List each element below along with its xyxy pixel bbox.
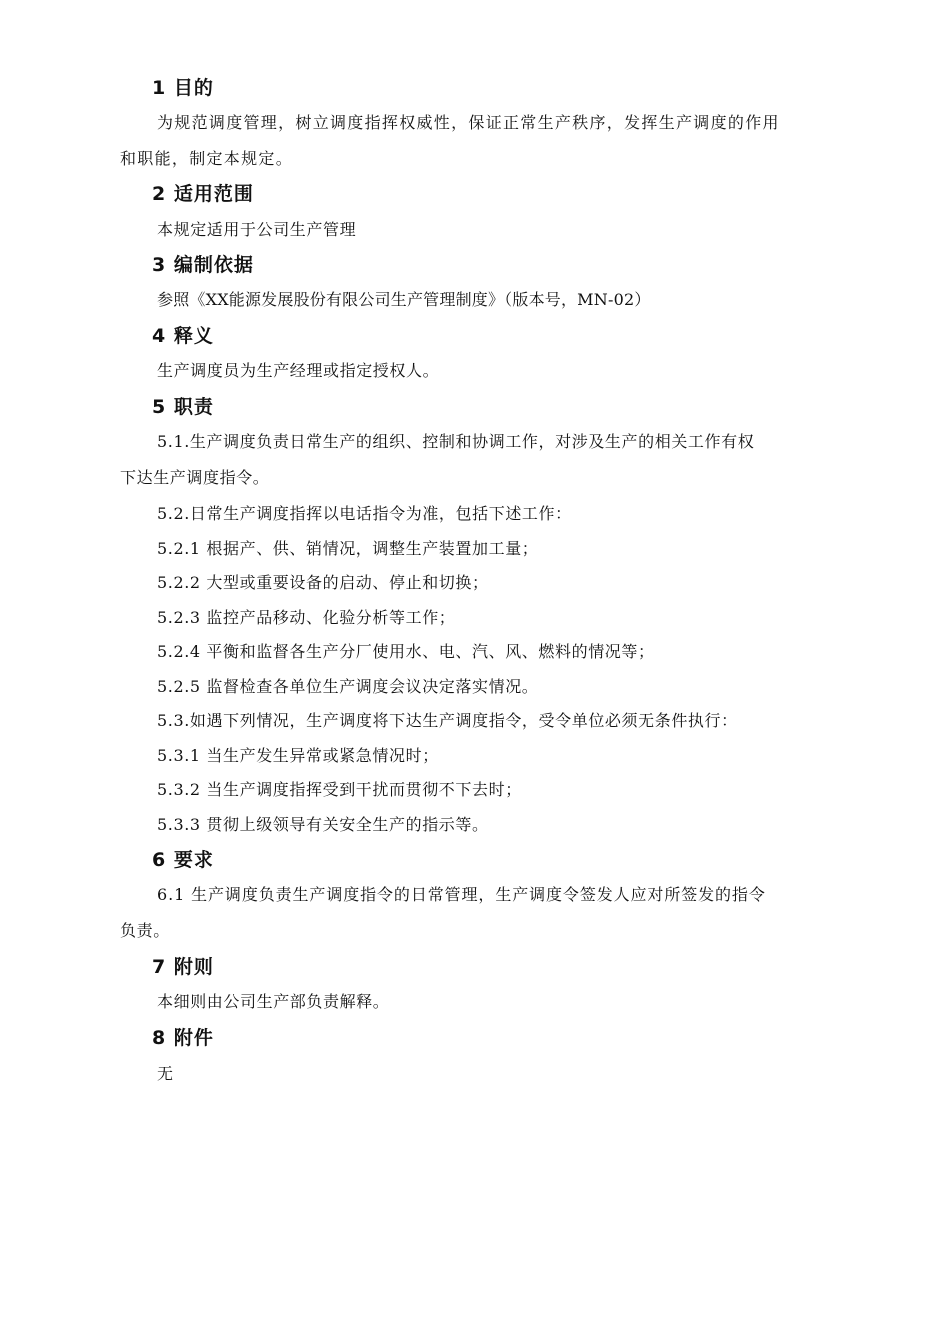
- section-heading-definitions: 4 释义: [152, 325, 214, 347]
- clause-5-2-5: 5.2.5 监督检查各单位生产调度会议决定落实情况。: [157, 677, 539, 696]
- section-heading-responsibilities: 5 职责: [152, 396, 214, 418]
- requirements-text-line-2: 负责。: [120, 921, 170, 940]
- attachments-text: 无: [157, 1064, 174, 1083]
- section-heading-attachments: 8 附件: [152, 1027, 214, 1049]
- clause-5-2: 5.2.日常生产调度指挥以电话指令为准，包括下述工作：: [157, 504, 572, 523]
- section-heading-requirements: 6 要求: [152, 849, 214, 871]
- section-heading-purpose: 1 目的: [152, 77, 214, 99]
- clause-5-3-3: 5.3.3 贯彻上级领导有关安全生产的指示等。: [157, 815, 489, 834]
- clause-5-2-3: 5.2.3 监控产品移动、化验分析等工作；: [157, 608, 456, 627]
- section-heading-supplementary: 7 附则: [152, 956, 214, 978]
- requirements-text-line-1: 6.1 生产调度负责生产调度指令的日常管理，生产调度令签发人应对所签发的指令: [157, 885, 766, 904]
- clause-5-1-line-1: 5.1.生产调度负责日常生产的组织、控制和协调工作，对涉及生产的相关工作有权: [157, 432, 755, 451]
- clause-5-3: 5.3.如遇下列情况，生产调度将下达生产调度指令，受令单位必须无条件执行：: [157, 711, 738, 730]
- supplementary-text: 本细则由公司生产部负责解释。: [157, 992, 390, 1011]
- basis-text: 参照《XX能源发展股份有限公司生产管理制度》（版本号，MN-02）: [157, 290, 651, 309]
- section-heading-scope: 2 适用范围: [152, 183, 254, 205]
- scope-text: 本规定适用于公司生产管理: [157, 220, 357, 239]
- definitions-text: 生产调度员为生产经理或指定授权人。: [157, 361, 440, 380]
- clause-5-3-2: 5.3.2 当生产调度指挥受到干扰而贯彻不下去时；: [157, 780, 522, 799]
- purpose-text-line-2: 和职能，制定本规定。: [120, 149, 294, 168]
- clause-5-3-1: 5.3.1 当生产发生异常或紧急情况时；: [157, 746, 439, 765]
- section-heading-basis: 3 编制依据: [152, 254, 254, 276]
- clause-5-2-4: 5.2.4 平衡和监督各生产分厂使用水、电、汽、风、燃料的情况等；: [157, 642, 655, 661]
- clause-5-2-1: 5.2.1 根据产、供、销情况，调整生产装置加工量；: [157, 539, 539, 558]
- purpose-text-line-1: 为规范调度管理，树立调度指挥权威性，保证正常生产秩序，发挥生产调度的作用: [157, 113, 780, 132]
- clause-5-1-line-2: 下达生产调度指令。: [120, 468, 270, 487]
- clause-5-2-2: 5.2.2 大型或重要设备的启动、停止和切换；: [157, 573, 489, 592]
